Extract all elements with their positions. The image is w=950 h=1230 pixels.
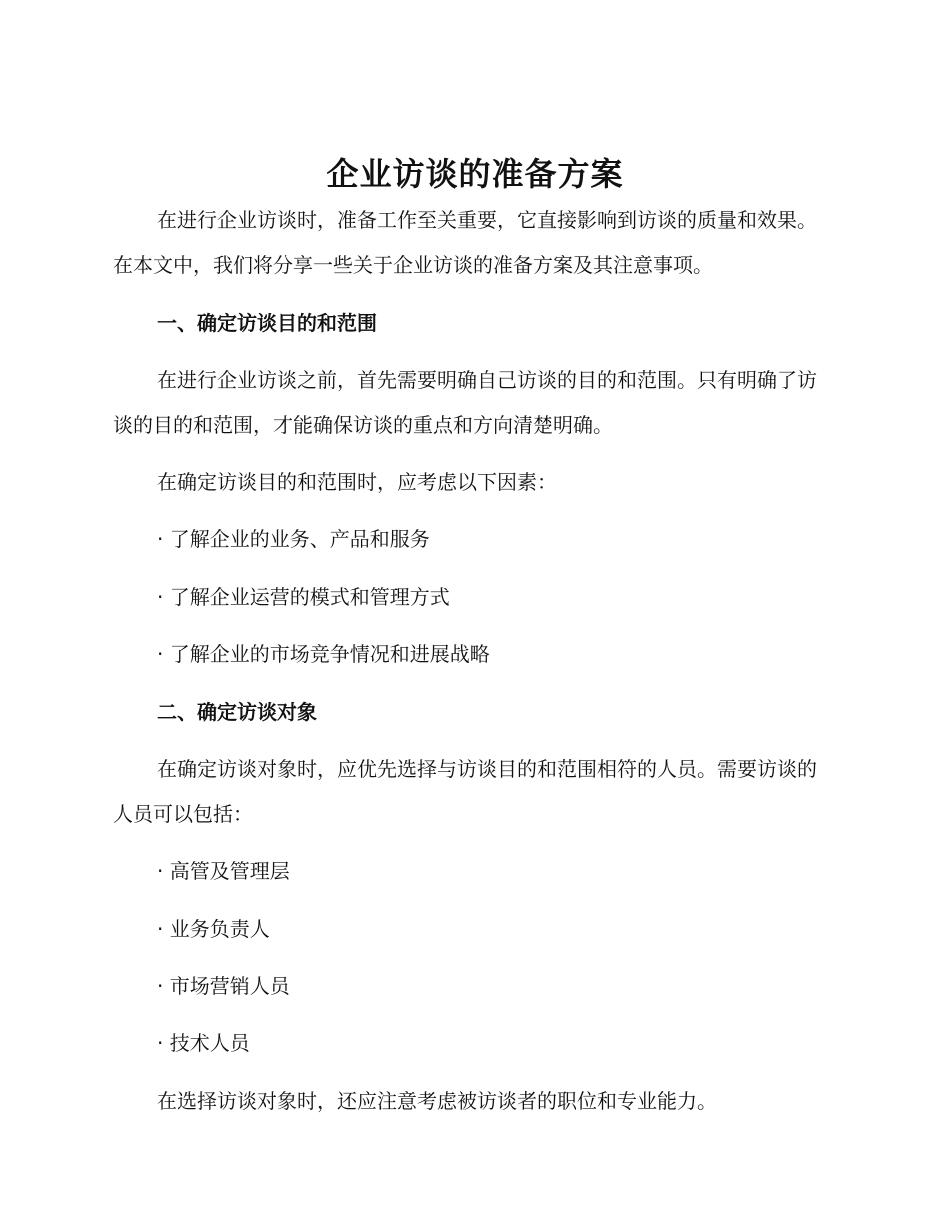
section2-heading: 二、确定访谈对象 <box>157 700 317 724</box>
section1-paragraph-2: 在确定访谈目的和范围时，应考虑以下因素： <box>157 470 557 494</box>
section2-paragraph-2: 在选择访谈对象时，还应注意考虑被访谈者的职位和专业能力。 <box>157 1089 717 1113</box>
section2-bullet-3: · 市场营销人员 <box>157 974 290 998</box>
section2-bullet-2: · 业务负责人 <box>157 917 270 941</box>
section1-heading: 一、确定访谈目的和范围 <box>157 311 377 335</box>
document-title: 企业访谈的准备方案 <box>326 155 624 193</box>
section2-paragraph-1: 在确定访谈对象时，应优先选择与访谈目的和范围相符的人员。需要访谈的人员可以包括： <box>113 757 817 826</box>
section1-bullet-1: · 了解企业的业务、产品和服务 <box>157 527 430 551</box>
intro-paragraph: 在进行企业访谈时，准备工作至关重要，它直接影响到访谈的质量和效果。在本文中，我们将分享一些关于企业访谈的准备方案及其注意事项。 <box>113 208 817 277</box>
section2-bullet-1: · 高管及管理层 <box>157 859 290 883</box>
section1-bullet-3: · 了解企业的市场竞争情况和进展战略 <box>157 642 490 666</box>
section1-paragraph-1: 在进行企业访谈之前，首先需要明确自己访谈的目的和范围。只有明确了访谈的目的和范围，才能确保访谈的重点和方向清楚明确。 <box>113 368 817 437</box>
section1-bullet-2: · 了解企业运营的模式和管理方式 <box>157 585 450 609</box>
section2-bullet-4: · 技术人员 <box>157 1031 250 1055</box>
